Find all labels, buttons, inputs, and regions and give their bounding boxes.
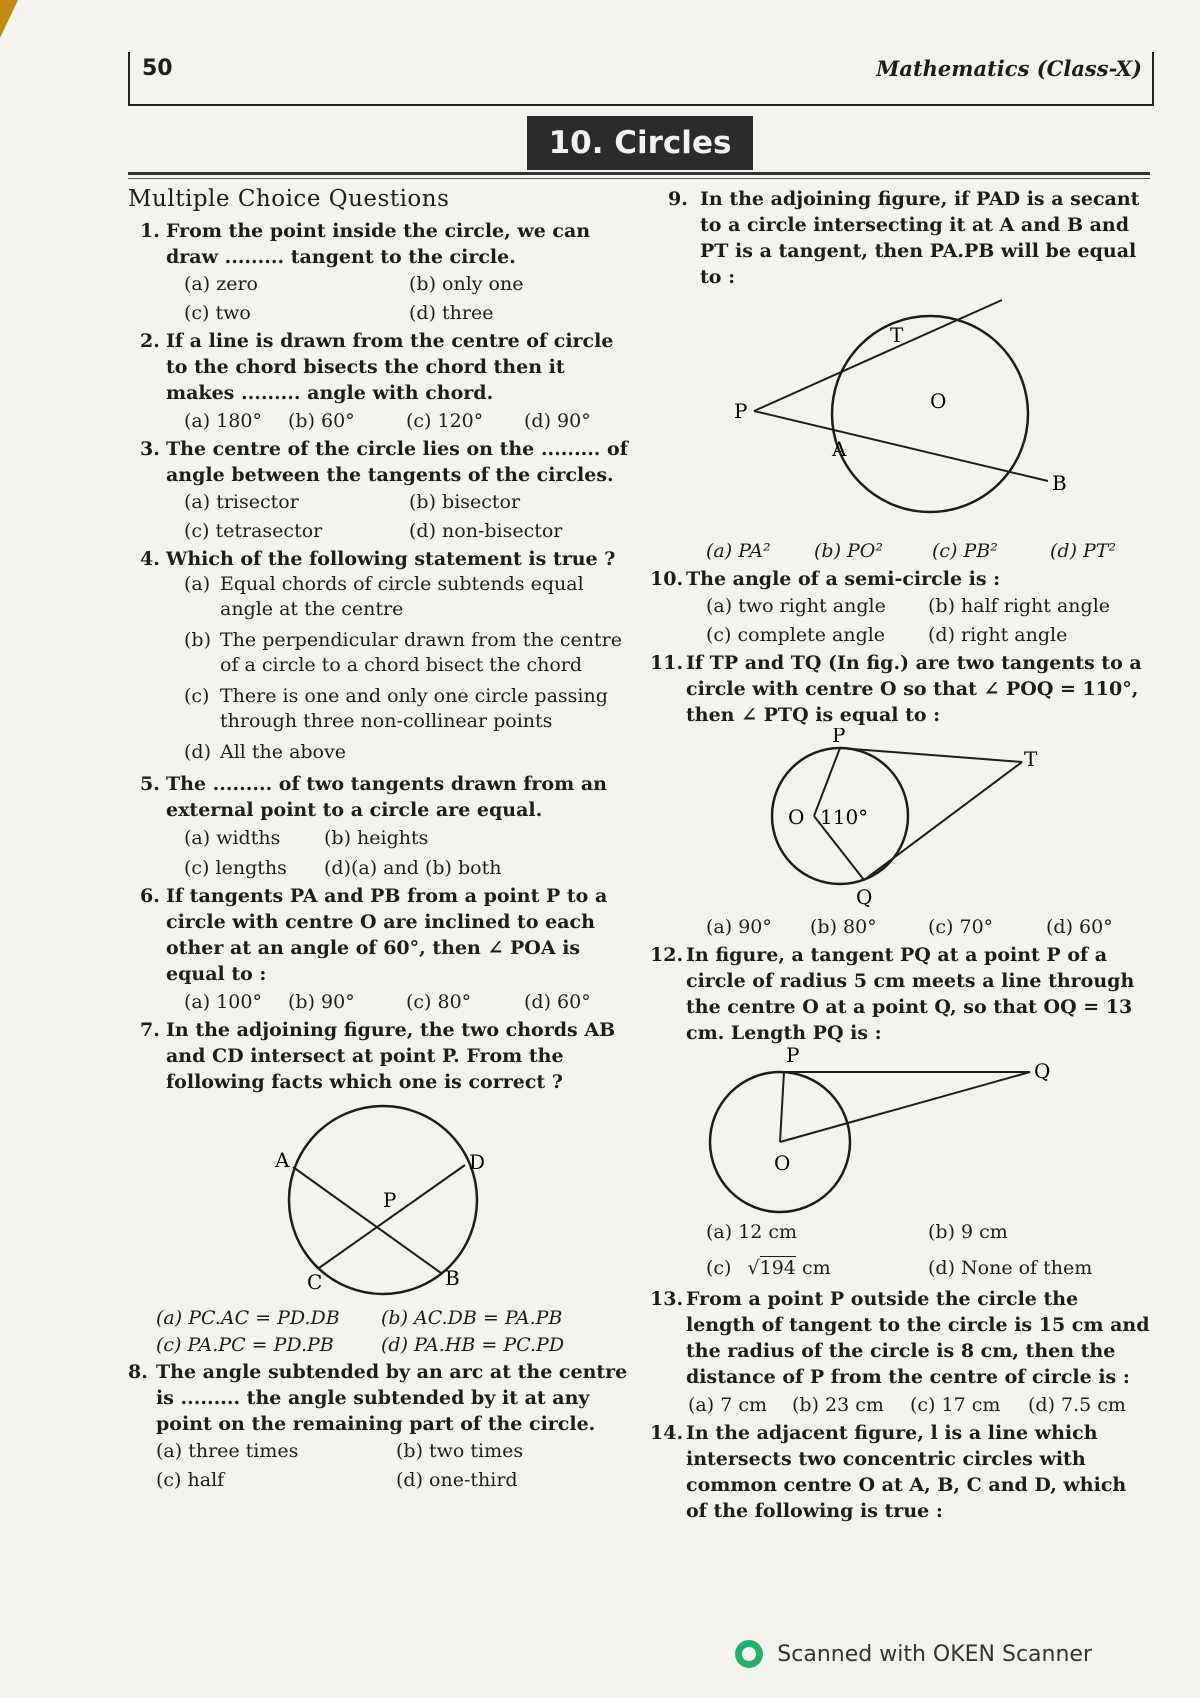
options [128, 572, 638, 765]
option-b[interactable]: (b) 80° [810, 916, 877, 938]
figure-secant-tangent [680, 290, 1120, 536]
option-b[interactable]: (b) 9 cm [928, 1221, 1008, 1243]
option-b[interactable]: (b) AC.DB = PA.PB [381, 1307, 563, 1329]
option-a[interactable] [184, 572, 638, 622]
label-o: O [930, 389, 947, 413]
divider [128, 172, 1150, 175]
option-b[interactable] [184, 628, 638, 678]
tangent-pt [754, 300, 1002, 411]
chapter-title: 10. Circles [527, 116, 753, 170]
option-text: There is one and only one circle passing through three non-collinear points [220, 685, 608, 732]
options [128, 987, 638, 1017]
question-text: In the adjacent figure, l is a line which intersects two concentric circles with common centre O at A, B, C and D, which of the following is true : [686, 1422, 1127, 1522]
secant-pb [754, 411, 1048, 481]
option-a[interactable]: (a) widths [184, 827, 281, 849]
scanner-logo-icon [735, 1640, 763, 1668]
option-c[interactable]: (c) PB² [932, 540, 998, 562]
right-column [650, 186, 1150, 1524]
option-c[interactable]: (c) 80° [406, 991, 472, 1013]
option-b[interactable]: (b) heights [324, 827, 429, 849]
sqrt-sign: √ [747, 1257, 760, 1279]
figure-chords [233, 1095, 533, 1305]
option-d[interactable]: (d) three [409, 302, 494, 324]
label-c: C [307, 1270, 323, 1294]
question-1 [128, 218, 638, 270]
question-text: The angle subtended by an arc at the centre is ......... the angle subtended by it at any point on the remaining part of the circle. [156, 1361, 628, 1435]
tangent-tq [864, 762, 1022, 880]
option-b[interactable]: (b) 23 cm [792, 1394, 884, 1416]
question-number: 9. [668, 188, 688, 210]
option-a[interactable]: (a) two right angle [706, 595, 886, 617]
options [650, 592, 1150, 650]
option-c[interactable]: (c) tetrasector [184, 520, 323, 542]
question-14 [650, 1420, 1150, 1524]
question-text: The angle of a semi-circle is : [686, 568, 1001, 590]
question-number: 13. [650, 1288, 684, 1310]
question-text: From a point P outside the circle the length of tangent to the circle is 15 cm and the radius of the circle is 8 cm, then the distance of P from the centre of circle is : [686, 1288, 1150, 1388]
option-b[interactable]: (b) 90° [288, 991, 355, 1013]
question-number: 8. [128, 1361, 148, 1383]
option-d[interactable]: (d) 7.5 cm [1028, 1394, 1126, 1416]
circle [832, 316, 1028, 512]
option-a[interactable]: (a) 180° [184, 410, 262, 432]
question-11 [650, 650, 1150, 728]
option-a[interactable]: (a) zero [184, 273, 258, 295]
question-number: 1. [140, 220, 160, 242]
question-number: 11. [650, 652, 684, 674]
option-d[interactable]: (d) non-bisector [409, 520, 563, 542]
question-text: The ......... of two tangents drawn from an external point to a circle are equal. [166, 773, 607, 821]
question-number: 3. [140, 438, 160, 460]
label-t: T [1024, 747, 1038, 771]
option-d[interactable]: (d)(a) and (b) both [324, 857, 502, 879]
label-d: D [469, 1150, 486, 1174]
label-a: A [275, 1148, 290, 1172]
option-label: (b) [184, 629, 211, 651]
question-text: In the adjoining figure, the two chords AB and CD intersect at point P. From the following facts which one is correct ? [166, 1019, 616, 1093]
option-d[interactable]: (d) 60° [1046, 916, 1113, 938]
options [128, 1437, 638, 1495]
question-text: In the adjoining figure, if PAD is a secant to a circle intersecting it at A and B and PT is a tangent, then PA.PB will be equal to : [700, 188, 1140, 288]
option-d[interactable]: (d) one-third [396, 1469, 518, 1491]
option-d[interactable]: (d) PA.HB = PC.PD [381, 1334, 565, 1356]
question-12 [650, 942, 1150, 1046]
question-text: If a line is drawn from the centre of circle to the chord bisects the chord then it makes ......... angle with chord. [166, 330, 614, 404]
label-p: P [734, 399, 748, 423]
question-5 [128, 771, 638, 823]
question-number: 4. [140, 548, 160, 570]
scanner-text: Scanned with OKEN Scanner [777, 1641, 1092, 1667]
question-number: 10. [650, 568, 684, 590]
option-d[interactable]: (d) 90° [524, 410, 591, 432]
chord-cd [319, 1165, 465, 1268]
option-label: (d) [184, 741, 211, 763]
option-a[interactable]: (a) 12 cm [706, 1221, 798, 1243]
question-number: 14. [650, 1422, 684, 1444]
label-b: B [445, 1266, 460, 1290]
chord-ab [293, 1167, 441, 1273]
question-3 [128, 436, 638, 488]
label-angle: 110° [820, 805, 869, 829]
option-b[interactable]: (b) half right angle [928, 595, 1111, 617]
question-number: 12. [650, 944, 684, 966]
question-10 [650, 566, 1150, 592]
option-b[interactable]: (b) PO² [814, 540, 884, 562]
corner-mark [0, 0, 18, 38]
option-d[interactable]: (d) 60° [524, 991, 591, 1013]
question-text: If TP and TQ (In fig.) are two tangents to a circle with centre O so that ∠ POQ = 110°, then ∠ PTQ is equal to : [686, 652, 1142, 726]
figure-tangent-length [690, 1046, 1110, 1214]
unit: cm [801, 1257, 831, 1279]
option-a[interactable]: (a) trisector [184, 491, 299, 513]
option-a[interactable]: (a) 90° [706, 916, 772, 938]
options [128, 406, 638, 436]
label-p: P [832, 728, 846, 747]
question-6 [128, 883, 638, 987]
divider [128, 178, 1150, 179]
label-q: Q [1034, 1059, 1051, 1083]
option-a[interactable]: (a) PA² [706, 540, 771, 562]
label-p: P [786, 1046, 800, 1067]
question-number: 7. [140, 1019, 160, 1041]
radicand: 194 [759, 1257, 796, 1279]
question-text: The centre of the circle lies on the ......... of angle between the tangents of the circles. [166, 438, 628, 486]
question-2 [128, 328, 638, 406]
question-9 [650, 186, 1150, 290]
question-7 [128, 1017, 638, 1095]
scanner-watermark [735, 1640, 1092, 1668]
option-label: (c) [706, 1257, 732, 1279]
option-a[interactable]: (a) PC.AC = PD.DB [156, 1307, 340, 1329]
question-text: Which of the following statement is true ? [166, 548, 616, 570]
options [650, 536, 1150, 566]
option-c[interactable]: (c) lengths [184, 857, 287, 879]
option-a[interactable]: (a) 7 cm [688, 1394, 767, 1416]
question-number: 5. [140, 773, 160, 795]
option-d[interactable]: (d) right angle [928, 624, 1068, 646]
question-number: 2. [140, 330, 160, 352]
label-t: T [890, 323, 904, 347]
option-text: The perpendicular drawn from the centre of a circle to a chord bisect the chord [220, 629, 622, 676]
page-number: 50 [142, 56, 173, 81]
option-a[interactable]: (a) 100° [184, 991, 262, 1013]
option-c[interactable]: (c) 70° [928, 916, 994, 938]
label-o: O [788, 805, 805, 829]
label-p: P [383, 1188, 397, 1212]
options [128, 823, 638, 883]
label-o: O [774, 1151, 791, 1175]
options [128, 1305, 638, 1359]
options [650, 1390, 1150, 1420]
options [128, 488, 638, 546]
question-number: 6. [140, 885, 160, 907]
option-c[interactable] [184, 684, 638, 734]
question-8 [128, 1359, 638, 1437]
radius-op [780, 1072, 784, 1142]
question-text: From the point inside the circle, we can draw ......... tangent to the circle. [166, 220, 591, 268]
option-d[interactable]: (d) None of them [928, 1257, 1093, 1279]
option-b[interactable]: (b) only one [409, 273, 524, 295]
question-13 [650, 1286, 1150, 1390]
option-c[interactable] [706, 1250, 928, 1286]
label-b: B [1052, 471, 1067, 495]
option-d[interactable]: (d) PT² [1050, 540, 1117, 562]
option-b[interactable]: (b) bisector [409, 491, 521, 513]
options [128, 270, 638, 328]
option-c[interactable]: (c) complete angle [706, 624, 886, 646]
option-c[interactable]: (c) two [184, 302, 251, 324]
option-text: Equal chords of circle subtends equal angle at the centre [220, 573, 584, 620]
label-a: A [832, 437, 847, 461]
option-c[interactable]: (c) PA.PC = PD.PB [156, 1334, 334, 1356]
book-title: Mathematics (Class-X) [876, 56, 1142, 81]
question-text: In figure, a tangent PQ at a point P of a circle of radius 5 cm meets a line through the centre O at a point Q, so that OQ = 13 cm. Length PQ is : [686, 944, 1135, 1044]
option-d[interactable] [184, 740, 638, 765]
left-column [128, 186, 638, 1495]
option-c[interactable]: (c) half [156, 1469, 225, 1491]
question-text: If tangents PA and PB from a point P to a circle with centre O are inclined to each other at an angle of 60°, then ∠ POA is equal to : [166, 885, 608, 985]
options [650, 1214, 1150, 1286]
section-heading: Multiple Choice Questions [128, 186, 450, 212]
label-q: Q [856, 885, 873, 909]
option-b[interactable]: (b) two times [396, 1440, 524, 1462]
option-c[interactable]: (c) 17 cm [910, 1394, 1001, 1416]
option-text: All the above [220, 741, 346, 763]
question-4 [128, 546, 638, 572]
option-a[interactable]: (a) three times [156, 1440, 299, 1462]
option-c[interactable]: (c) 120° [406, 410, 484, 432]
option-label: (c) [184, 685, 210, 707]
options [650, 912, 1150, 942]
option-b[interactable]: (b) 60° [288, 410, 355, 432]
figure-two-tangents [690, 728, 1110, 912]
option-label: (a) [184, 573, 211, 595]
